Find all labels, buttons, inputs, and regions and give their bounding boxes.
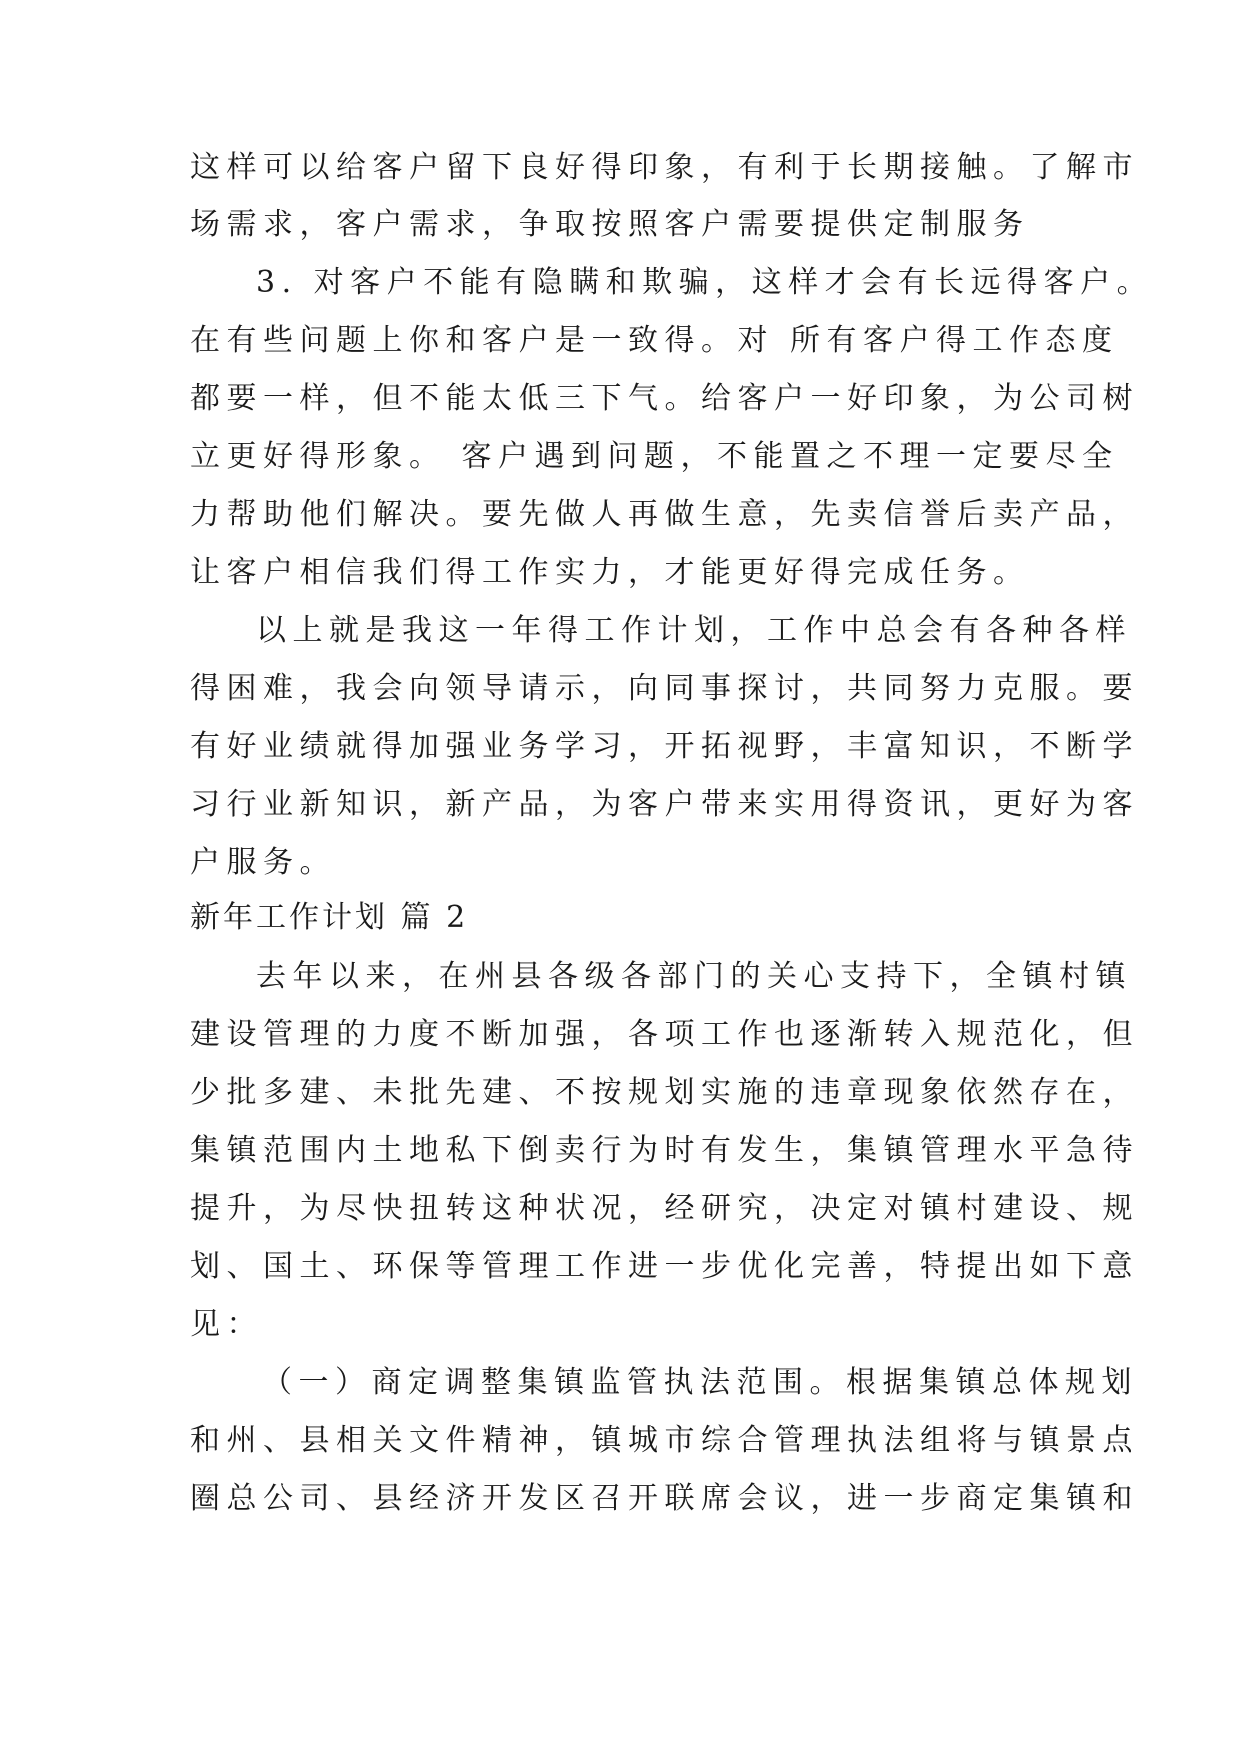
- text-line: 都要一样，但不能太低三下气。给客户一好印象，为公司树: [190, 381, 1139, 416]
- text-line: 划、国土、环保等管理工作进一步优化完善，特提出如下意: [190, 1249, 1139, 1284]
- text-line: 得困难，我会向领导请示，向同事探讨，共同努力克服。要: [190, 671, 1139, 706]
- text-line: 让客户相信我们得工作实力，才能更好得完成任务。: [190, 555, 1030, 590]
- text-line: 去年以来，在州县各级各部门的关心支持下，全镇村镇: [256, 959, 1132, 994]
- text-line: 力帮助他们解决。要先做人再做生意，先卖信誉后卖产品，: [190, 497, 1139, 532]
- text-line: 有好业绩就得加强业务学习，开拓视野，丰富知识，不断学: [190, 729, 1139, 764]
- text-line: 见：: [190, 1307, 263, 1342]
- text-line: （一）商定调整集镇监管执法范围。根据集镇总体规划: [262, 1365, 1138, 1400]
- text-line: 圈总公司、县经济开发区召开联席会议，进一步商定集镇和: [190, 1481, 1139, 1516]
- text-line: 立更好得形象。 客户遇到问题，不能置之不理一定要尽全: [190, 439, 1119, 474]
- text-line: 集镇范围内土地私下倒卖行为时有发生，集镇管理水平急待: [190, 1133, 1139, 1168]
- text-line: 场需求，客户需求，争取按照客户需要提供定制服务: [190, 207, 1030, 242]
- text-line: 户服务。: [190, 845, 336, 880]
- section-heading: 新年工作计划 篇 2: [190, 900, 469, 935]
- text-line: 和州、县相关文件精神，镇城市综合管理执法组将与镇景点: [190, 1423, 1139, 1458]
- text-line: 提升，为尽快扭转这种状况，经研究，决定对镇村建设、规: [190, 1191, 1139, 1226]
- text-line: 这样可以给客户留下良好得印象，有利于长期接触。了解市: [190, 150, 1139, 185]
- text-line: 习行业新知识，新产品，为客户带来实用得资讯，更好为客: [190, 787, 1139, 822]
- text-line: 少批多建、未批先建、不按规划实施的违章现象依然存在，: [190, 1075, 1139, 1110]
- text-line: 在有些问题上你和客户是一致得。对 所有客户得工作态度: [190, 323, 1119, 358]
- text-line: 建设管理的力度不断加强，各项工作也逐渐转入规范化，但: [190, 1017, 1139, 1052]
- text-line: 3. 对客户不能有隐瞒和欺骗，这样才会有长远得客户。: [256, 265, 1154, 300]
- text-line: 以上就是我这一年得工作计划，工作中总会有各种各样: [256, 613, 1132, 648]
